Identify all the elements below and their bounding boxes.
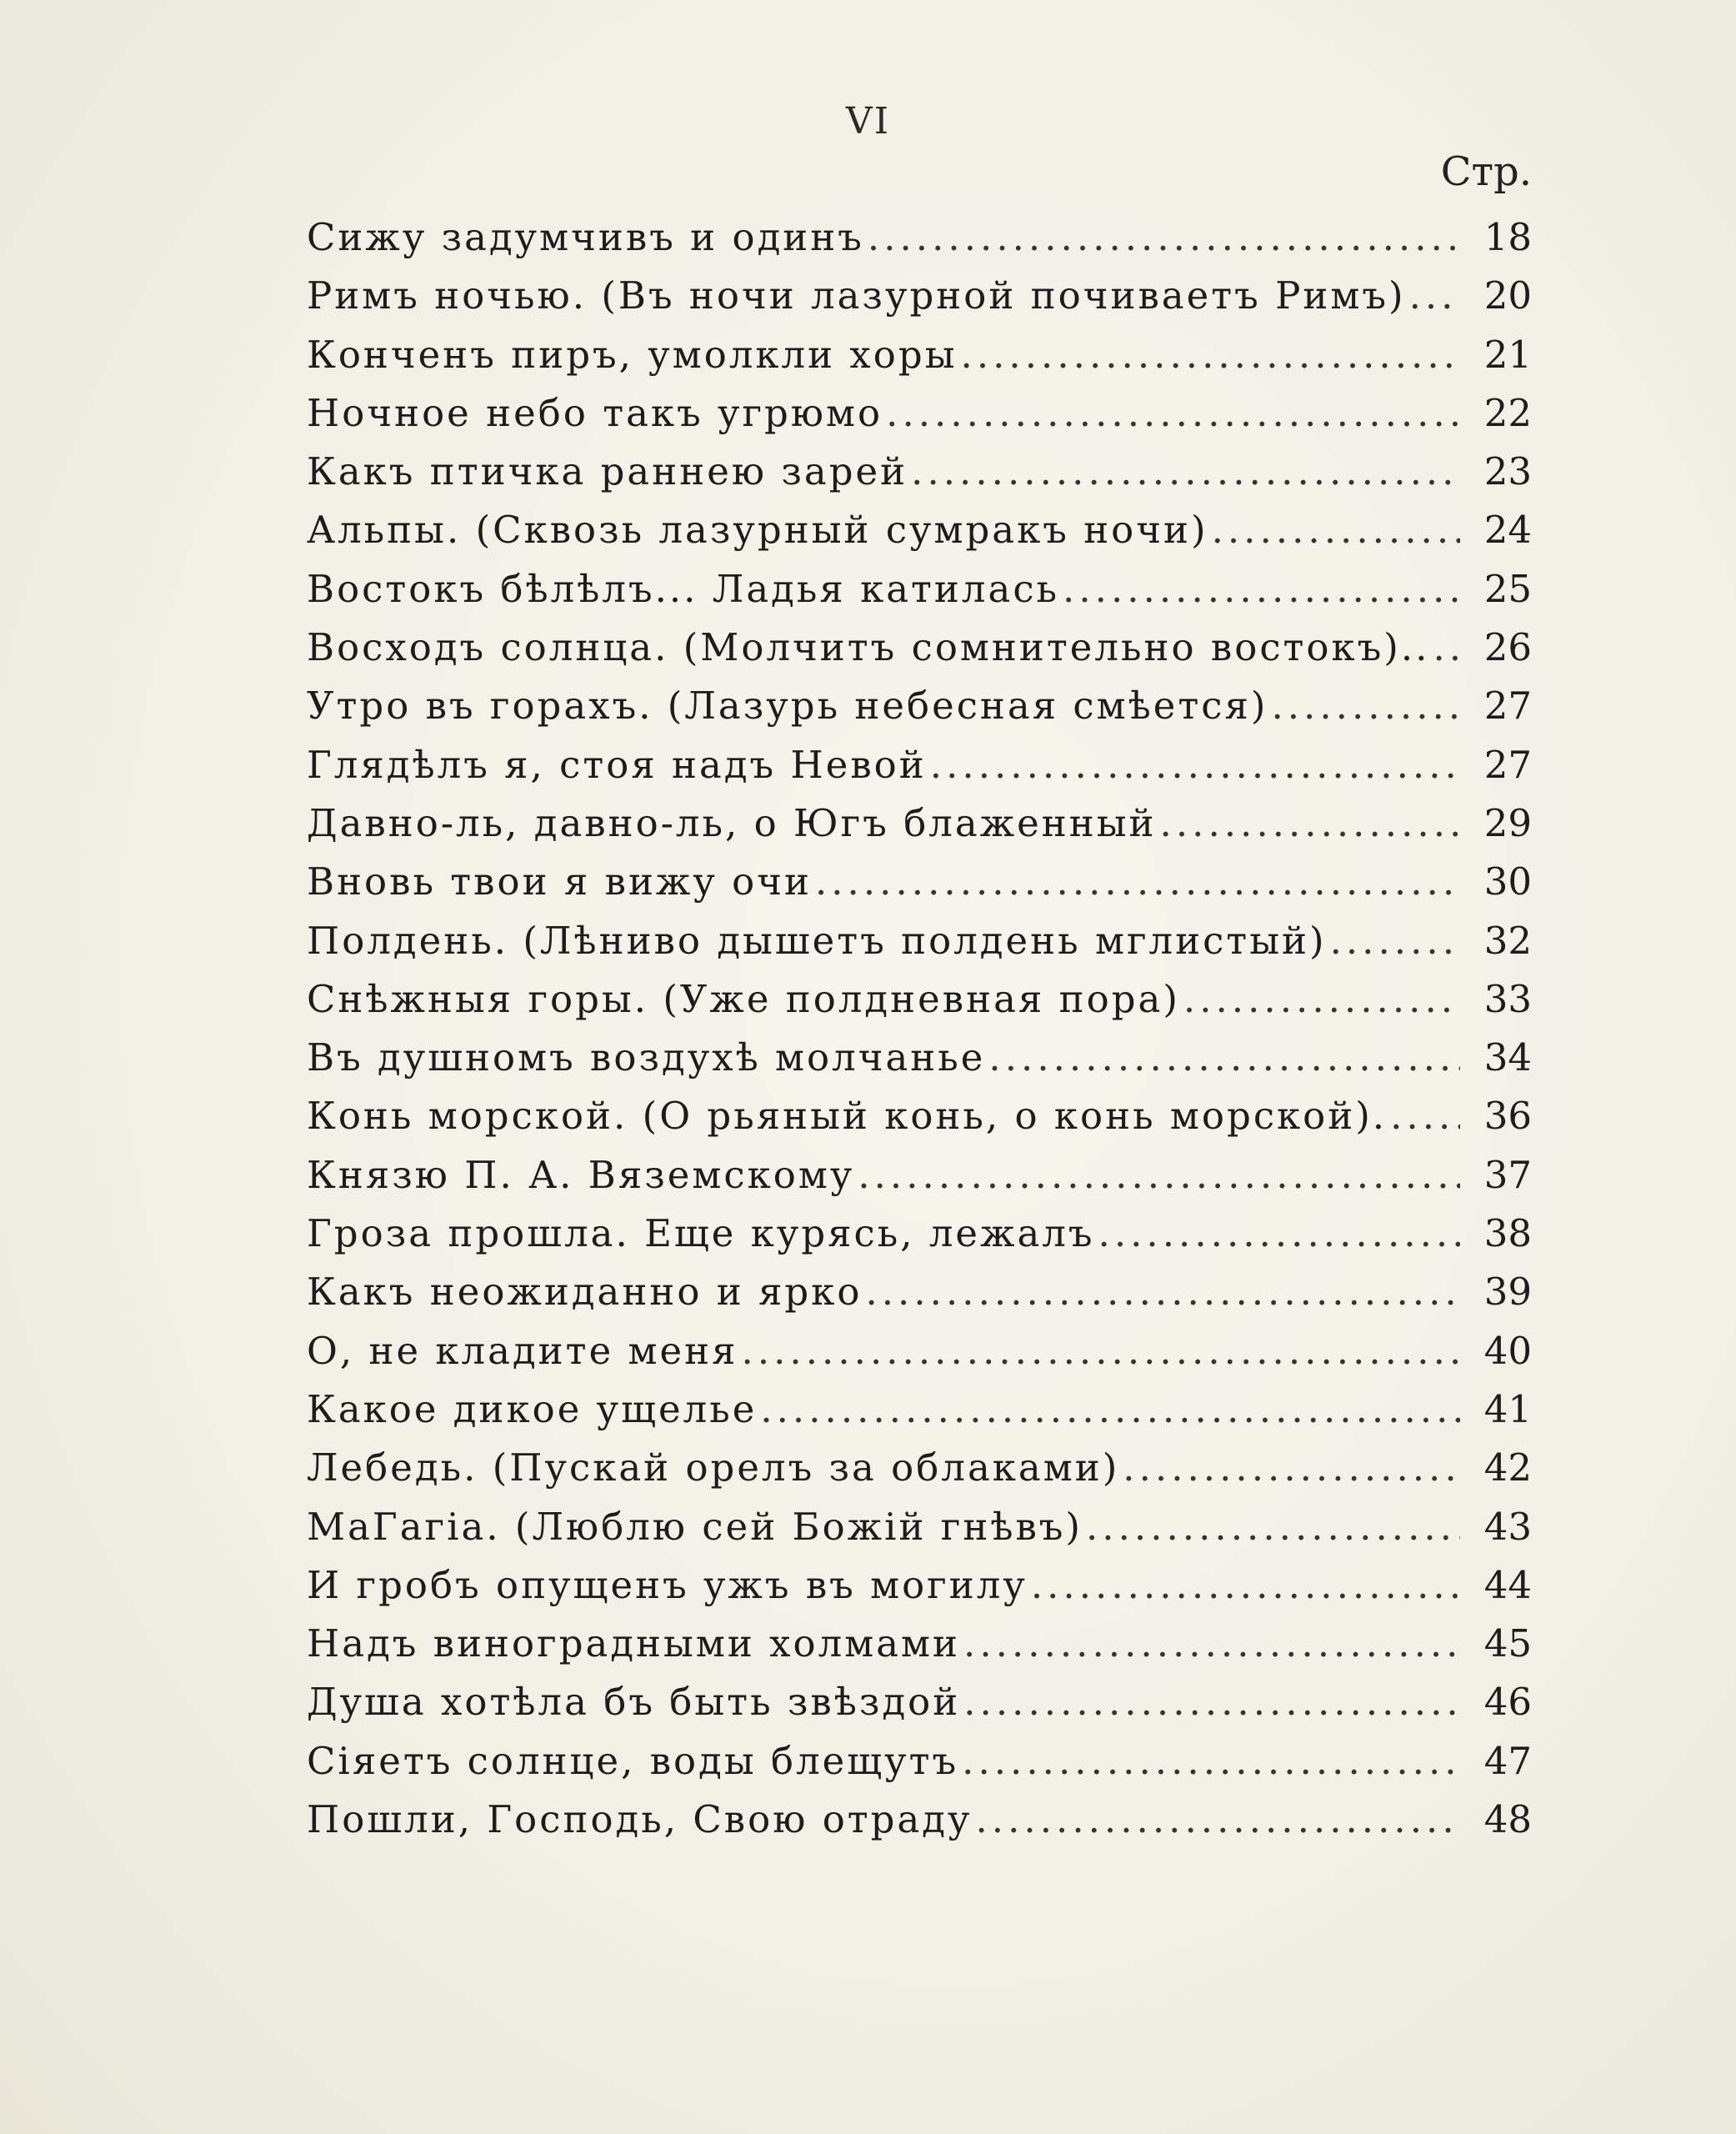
page-number: VI <box>845 100 891 143</box>
toc-entry-page: 29 <box>1483 800 1532 845</box>
toc-leader-dots <box>1063 567 1460 611</box>
toc-leader-dots <box>1098 1211 1460 1255</box>
toc-entry <box>307 1739 1532 1797</box>
toc-entry <box>307 508 1532 566</box>
toc-entry-page: 33 <box>1483 976 1532 1021</box>
toc-entry <box>307 273 1532 332</box>
toc-leader-dots <box>1271 684 1460 728</box>
toc-entry-title: Снѣжныя горы. (Уже полдневная пора) <box>307 976 1180 1021</box>
toc-entry-title: Утро въ горахъ. (Лазурь небесная смѣется) <box>307 684 1268 729</box>
toc-entry-title: Душа хотѣла бъ быть звѣздой <box>307 1680 961 1725</box>
toc-entry-title: Давно-ль, давно-ль, о Югъ блаженный <box>307 800 1157 845</box>
toc-entry-page: 32 <box>1483 918 1532 963</box>
toc-entry <box>307 1621 1532 1680</box>
toc-entry <box>307 1270 1532 1328</box>
toc-entry-page: 20 <box>1483 273 1532 318</box>
toc-entry-title: Надъ виноградными холмами <box>307 1621 961 1666</box>
toc-entry-page: 43 <box>1483 1504 1532 1549</box>
toc-leader-dots <box>963 1621 1460 1666</box>
toc-entry-title: Ночное небо такъ угрюмо <box>307 390 883 435</box>
toc-leader-dots <box>1212 508 1460 552</box>
toc-leader-dots <box>962 1739 1460 1783</box>
toc-entry-title: И гробъ опущенъ ужъ въ могилу <box>307 1562 1028 1607</box>
toc-entry-title: Конь морской. (О рьяный конь, о конь морской). <box>307 1094 1388 1139</box>
toc-entry <box>307 1153 1532 1211</box>
toc-entry <box>307 1563 1532 1621</box>
toc-entry <box>307 449 1532 508</box>
toc-entry <box>307 1094 1532 1152</box>
toc-leader-dots <box>1123 1445 1460 1490</box>
toc-leader-dots <box>742 1329 1460 1373</box>
toc-entry <box>307 977 1532 1035</box>
page-column-header: Стр. <box>1440 148 1532 195</box>
toc-entry-page: 22 <box>1483 390 1532 435</box>
toc-entry-page: 46 <box>1483 1680 1532 1725</box>
toc-entry <box>307 1680 1532 1738</box>
toc-entry-title: Полдень. (Лѣниво дышетъ полдень мглистый) <box>307 918 1327 963</box>
toc-entry <box>307 333 1532 391</box>
toc-entry-page: 24 <box>1483 508 1532 553</box>
toc-entry <box>307 625 1532 684</box>
toc-entry <box>307 919 1532 977</box>
toc-entry <box>307 1211 1532 1270</box>
toc-entry <box>307 1035 1532 1094</box>
toc-entry-title: Въ душномъ воздухѣ молчанье <box>307 1035 986 1080</box>
toc-entry-page: 26 <box>1483 625 1532 670</box>
table-of-contents <box>307 215 1532 1856</box>
toc-entry <box>307 391 1532 449</box>
toc-entry-title: Какъ птичка раннею зарей <box>307 449 908 494</box>
toc-entry-title: Восходъ солнца. (Молчитъ сомнительно востокъ).. <box>307 625 1430 670</box>
toc-entry <box>307 684 1532 742</box>
toc-entry <box>307 215 1532 273</box>
toc-entry-page: 39 <box>1483 1270 1532 1315</box>
toc-entry-page: 27 <box>1483 684 1532 729</box>
toc-leader-dots <box>1330 919 1460 963</box>
toc-entry-page: 18 <box>1483 215 1532 259</box>
toc-entry-page: 41 <box>1483 1386 1532 1431</box>
toc-entry-title: Гроза прошла. Еще курясь, лежалъ <box>307 1211 1095 1256</box>
toc-entry <box>307 1329 1532 1387</box>
toc-leader-dots <box>930 743 1460 787</box>
toc-entry-title: Сіяетъ солнце, воды блещутъ <box>307 1738 959 1783</box>
toc-entry-title: Вновь твои я вижу очи <box>307 859 812 904</box>
toc-leader-dots <box>865 1270 1460 1314</box>
toc-leader-dots <box>976 1797 1461 1841</box>
toc-entry <box>307 801 1532 859</box>
toc-leader-dots <box>1433 625 1460 669</box>
toc-entry-page: 21 <box>1483 332 1532 377</box>
toc-entry-page: 34 <box>1483 1035 1532 1080</box>
toc-leader-dots <box>858 1153 1460 1197</box>
toc-entry-page: 45 <box>1483 1621 1532 1666</box>
toc-entry-page: 27 <box>1483 742 1532 787</box>
toc-entry-page: 36 <box>1483 1094 1532 1139</box>
toc-entry-title: Конченъ пиръ, умолкли хоры <box>307 332 958 377</box>
toc-entry-title: Востокъ бѣлѣлъ... Ладья катилась <box>307 566 1060 611</box>
toc-leader-dots <box>1160 801 1460 845</box>
toc-entry <box>307 1505 1532 1563</box>
toc-entry-title: Римъ ночью. (Въ ночи лазурной почиваетъ Римъ) <box>307 273 1406 318</box>
toc-entry-page: 40 <box>1483 1328 1532 1373</box>
toc-entry-page: 48 <box>1483 1797 1532 1842</box>
toc-entry <box>307 567 1532 625</box>
toc-leader-dots <box>1409 273 1460 318</box>
toc-entry <box>307 859 1532 918</box>
toc-entry-page: 30 <box>1483 859 1532 904</box>
toc-entry-page: 38 <box>1483 1211 1532 1256</box>
toc-entry-title: Князю П. А. Вяземскому <box>307 1152 855 1197</box>
toc-entry-page: 47 <box>1483 1738 1532 1783</box>
toc-leader-dots <box>886 391 1460 435</box>
toc-entry-title: Пошли, Господь, Свою отраду <box>307 1797 973 1842</box>
toc-leader-dots <box>963 1680 1460 1724</box>
toc-entry <box>307 1797 1532 1856</box>
toc-leader-dots <box>868 215 1460 259</box>
toc-leader-dots <box>1086 1505 1460 1549</box>
toc-entry-title: Какъ неожиданно и ярко <box>307 1270 863 1315</box>
toc-leader-dots <box>911 449 1460 493</box>
toc-entry-title: Какое дикое ущелье <box>307 1386 758 1431</box>
toc-entry-title: Альпы. (Сквозь лазурный сумракъ ночи) <box>307 508 1208 553</box>
toc-entry <box>307 743 1532 801</box>
toc-leader-dots <box>1390 1094 1460 1138</box>
toc-leader-dots <box>1031 1563 1460 1607</box>
toc-entry-page: 44 <box>1483 1562 1532 1607</box>
toc-entry-title: Глядѣлъ я, стоя надъ Невой <box>307 742 927 787</box>
toc-leader-dots <box>1183 977 1460 1021</box>
toc-entry-title: Лебедь. (Пускай орелъ за облаками) <box>307 1445 1120 1490</box>
toc-leader-dots <box>988 1035 1460 1080</box>
toc-entry-page: 23 <box>1483 449 1532 494</box>
toc-entry-page: 25 <box>1483 566 1532 611</box>
toc-entry-title: О, не кладите меня <box>307 1328 738 1373</box>
toc-entry-page: 42 <box>1483 1445 1532 1490</box>
toc-leader-dots <box>961 333 1460 377</box>
toc-entry-page: 37 <box>1483 1152 1532 1197</box>
toc-entry <box>307 1445 1532 1504</box>
toc-entry <box>307 1387 1532 1445</box>
toc-entry-title: MaГагіа. (Люблю сей Божій гнѣвъ) <box>307 1504 1083 1549</box>
toc-leader-dots <box>760 1387 1460 1431</box>
toc-entry-title: Сижу задумчивъ и одинъ <box>307 215 864 259</box>
toc-leader-dots <box>815 859 1460 904</box>
